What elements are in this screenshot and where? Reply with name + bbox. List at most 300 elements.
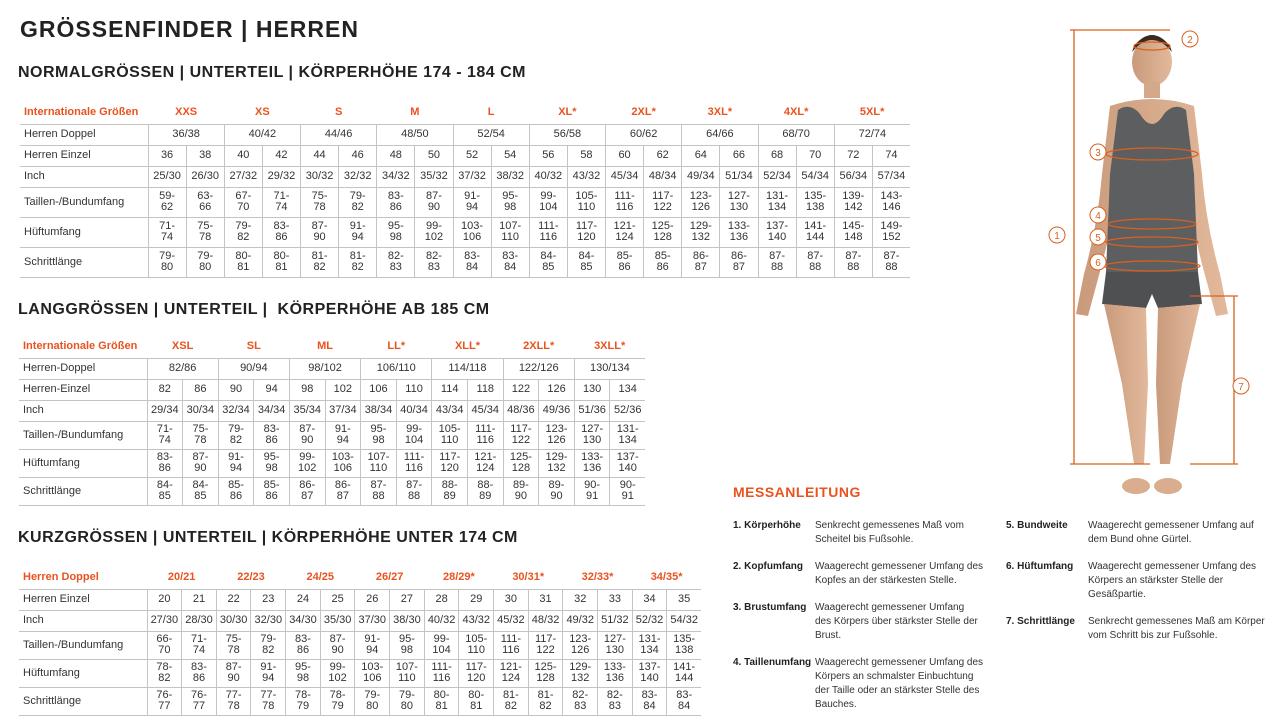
cell-value: 63-66 bbox=[197, 190, 214, 213]
size-header: L bbox=[453, 102, 529, 124]
table-row bbox=[19, 400, 645, 421]
table-cell bbox=[598, 659, 633, 687]
cell-value: 76-77 bbox=[191, 689, 207, 712]
cell-value: 111-116 bbox=[475, 423, 496, 446]
table-cell: 35 bbox=[667, 589, 701, 610]
cell-value: 79-80 bbox=[398, 689, 415, 712]
cell-value: 79-80 bbox=[364, 689, 381, 712]
table-cell bbox=[224, 247, 262, 277]
table-cell bbox=[218, 477, 254, 505]
table-cell: 70 bbox=[796, 145, 834, 166]
table-cell bbox=[567, 247, 605, 277]
size-header: 26/27 bbox=[355, 567, 424, 589]
size-header: 3XLL* bbox=[574, 336, 645, 358]
table-cell bbox=[720, 187, 758, 217]
table-cell: 52/32 bbox=[632, 610, 667, 631]
cell-value: 137-140 bbox=[616, 451, 639, 474]
table-cell: 102 bbox=[325, 379, 361, 400]
table-cell bbox=[216, 631, 251, 659]
table-cell bbox=[186, 217, 224, 247]
measure-item-7 bbox=[1006, 615, 1276, 645]
row-label: Taillen-/Bundumfang bbox=[19, 631, 147, 659]
table-cell bbox=[148, 217, 186, 247]
measure-desc: Waagerecht gemessener Umfang des Kopfes an der stärkesten Stelle. bbox=[815, 561, 984, 586]
table-header-row bbox=[19, 336, 645, 358]
row-label: Schrittlänge bbox=[20, 247, 148, 277]
cell-value: 82-83 bbox=[572, 689, 589, 712]
cell-value: 107-110 bbox=[395, 661, 418, 684]
table-cell: 126 bbox=[539, 379, 575, 400]
table-cell: 42 bbox=[262, 145, 300, 166]
table-cell bbox=[320, 659, 355, 687]
cell-value: 125-128 bbox=[509, 451, 532, 474]
table-cell bbox=[377, 187, 415, 217]
table-cell bbox=[415, 187, 453, 217]
cell-value: 79-80 bbox=[197, 250, 214, 273]
table-cell: 48 bbox=[377, 145, 415, 166]
table-cell bbox=[390, 659, 425, 687]
cell-value: 83-84 bbox=[641, 689, 658, 712]
table-cell: 37/32 bbox=[453, 166, 491, 187]
table-cell bbox=[574, 421, 610, 449]
table-cell bbox=[459, 687, 494, 715]
table-cell: 48/50 bbox=[377, 124, 453, 145]
cell-value: 123-126 bbox=[545, 423, 568, 446]
table-cell bbox=[186, 247, 224, 277]
table-cell bbox=[453, 247, 491, 277]
table-row bbox=[20, 145, 910, 166]
table-cell bbox=[390, 631, 425, 659]
table-cell: 57/34 bbox=[872, 166, 910, 187]
cell-value: 103-106 bbox=[331, 451, 354, 474]
table-cell bbox=[872, 217, 910, 247]
cell-value: 79-82 bbox=[235, 220, 252, 243]
size-header: 20/21 bbox=[147, 567, 216, 589]
cell-value: 79-82 bbox=[349, 190, 366, 213]
measure-item-4 bbox=[733, 656, 1003, 716]
cell-value: 121-124 bbox=[474, 451, 497, 474]
table-cell: 34/34 bbox=[254, 400, 290, 421]
table-cell: 29 bbox=[459, 589, 494, 610]
table-cell bbox=[529, 247, 567, 277]
table-cell: 72 bbox=[834, 145, 872, 166]
table-cell bbox=[758, 187, 796, 217]
measure-term: 2. Kopfumfang bbox=[733, 561, 803, 572]
cell-value: 80-81 bbox=[235, 250, 252, 273]
table-cell bbox=[183, 421, 219, 449]
table-cell: 58 bbox=[567, 145, 605, 166]
table-cell bbox=[286, 659, 321, 687]
table-cell: 68 bbox=[758, 145, 796, 166]
table-cell: 27 bbox=[390, 589, 425, 610]
table-cell bbox=[528, 659, 563, 687]
table-cell bbox=[325, 449, 361, 477]
table-cell: 90/94 bbox=[218, 358, 289, 379]
table-row bbox=[19, 589, 701, 610]
table-cell bbox=[183, 477, 219, 505]
cell-value: 117-122 bbox=[652, 190, 674, 213]
table-row bbox=[19, 449, 645, 477]
size-header: SL bbox=[218, 336, 289, 358]
table-cell bbox=[147, 421, 183, 449]
table-cell bbox=[218, 449, 254, 477]
table-cell: 32/32 bbox=[339, 166, 377, 187]
cell-value: 76-77 bbox=[156, 689, 173, 712]
header-label: Internationale Größen bbox=[20, 102, 148, 124]
cell-value: 131-134 bbox=[766, 190, 789, 213]
table-cell bbox=[539, 421, 575, 449]
table-cell: 130/134 bbox=[574, 358, 645, 379]
cell-value: 95-98 bbox=[398, 633, 415, 656]
cell-value: 79-80 bbox=[159, 250, 176, 273]
cell-value: 135-138 bbox=[804, 190, 827, 213]
measure-desc: Senkrecht gemessenes Maß vom Scheitel bis Fußsohle. bbox=[815, 520, 964, 545]
table-cell bbox=[459, 631, 494, 659]
size-header: 2XLL* bbox=[503, 336, 574, 358]
measure-item-6 bbox=[1006, 560, 1276, 604]
measure-term: 6. Hüftumfang bbox=[1006, 561, 1074, 572]
table-row bbox=[19, 421, 645, 449]
table-cell bbox=[606, 217, 644, 247]
cell-value: 87-88 bbox=[370, 479, 387, 502]
table-cell bbox=[254, 421, 290, 449]
cell-value: 111-116 bbox=[403, 451, 425, 474]
cell-value: 87-90 bbox=[329, 633, 346, 656]
table-cell: 37/30 bbox=[355, 610, 390, 631]
cell-value: 121-124 bbox=[613, 220, 636, 243]
table-cell bbox=[286, 687, 321, 715]
cell-value: 89-90 bbox=[548, 479, 565, 502]
measure-desc: Waagerecht gemessener Umfang auf dem Bund ohne Gürtel. bbox=[1088, 520, 1254, 545]
cell-value: 141-144 bbox=[804, 220, 827, 243]
cell-value: 129-132 bbox=[569, 661, 592, 684]
table-cell: 51/34 bbox=[720, 166, 758, 187]
cell-value: 78-79 bbox=[295, 689, 311, 712]
table-cell bbox=[610, 421, 645, 449]
table-cell: 49/34 bbox=[682, 166, 720, 187]
table-cell bbox=[491, 187, 529, 217]
table-cell bbox=[325, 421, 361, 449]
table-cell: 62 bbox=[644, 145, 682, 166]
cell-value: 99-102 bbox=[328, 661, 347, 684]
table-cell: 32 bbox=[563, 589, 598, 610]
table-cell bbox=[528, 631, 563, 659]
table-cell bbox=[361, 421, 397, 449]
table-cell: 49/36 bbox=[539, 400, 575, 421]
cell-value: 129-132 bbox=[689, 220, 712, 243]
cell-value: 127-130 bbox=[603, 633, 626, 656]
size-header: 5XL* bbox=[834, 102, 910, 124]
table-cell: 98/102 bbox=[289, 358, 360, 379]
table-cell bbox=[361, 449, 397, 477]
header-label: Herren Doppel bbox=[19, 567, 147, 589]
table-cell bbox=[667, 631, 701, 659]
table-cell bbox=[459, 659, 494, 687]
cell-value: 121-124 bbox=[499, 661, 522, 684]
section-title-lang: LANGGRÖSSEN | UNTERTEIL | KÖRPERHÖHE AB 185 CM bbox=[18, 301, 490, 318]
size-header: XS bbox=[224, 102, 300, 124]
row-label: Herren-Einzel bbox=[19, 379, 147, 400]
table-cell: 35/34 bbox=[289, 400, 325, 421]
table-cell bbox=[216, 687, 251, 715]
table-cell bbox=[216, 659, 251, 687]
cell-value: 87-88 bbox=[845, 250, 862, 273]
cell-value: 127-130 bbox=[727, 190, 750, 213]
cell-value: 133-136 bbox=[603, 661, 626, 684]
table-cell bbox=[834, 187, 872, 217]
cell-value: 141-144 bbox=[673, 661, 696, 684]
cell-value: 83-86 bbox=[263, 423, 280, 446]
cell-value: 75-78 bbox=[311, 190, 328, 213]
size-header: 2XL* bbox=[606, 102, 682, 124]
table-cell bbox=[503, 477, 539, 505]
table-cell bbox=[453, 217, 491, 247]
table-cell bbox=[563, 687, 598, 715]
table-cell: 52 bbox=[453, 145, 491, 166]
table-row bbox=[19, 477, 645, 505]
table-cell bbox=[289, 477, 325, 505]
section-title-normal: NORMALGRÖSSEN | UNTERTEIL | KÖRPERHÖHE 174 - 184 CM bbox=[18, 64, 527, 81]
table-cell: 21 bbox=[182, 589, 217, 610]
table-cell bbox=[320, 631, 355, 659]
cell-value: 86-87 bbox=[730, 250, 747, 273]
table-cell: 26/30 bbox=[186, 166, 224, 187]
row-label: Taillen-/Bundumfang bbox=[19, 421, 147, 449]
cell-value: 87-90 bbox=[225, 661, 242, 684]
table-cell: 45/32 bbox=[494, 610, 529, 631]
cell-value: 81-82 bbox=[349, 250, 366, 273]
table-cell bbox=[432, 477, 468, 505]
table-cell: 106 bbox=[361, 379, 397, 400]
table-cell: 24 bbox=[286, 589, 321, 610]
table-cell: 134 bbox=[610, 379, 645, 400]
table-header-row bbox=[19, 567, 701, 589]
table-cell: 28 bbox=[424, 589, 459, 610]
cell-value: 117-120 bbox=[439, 451, 461, 474]
table-cell bbox=[574, 477, 610, 505]
cell-value: 75-78 bbox=[225, 633, 242, 656]
table-cell: 48/32 bbox=[528, 610, 563, 631]
cell-value: 87-88 bbox=[769, 250, 786, 273]
table-cell bbox=[339, 247, 377, 277]
table-cell: 82 bbox=[147, 379, 183, 400]
cell-value: 75-78 bbox=[192, 423, 209, 446]
table-cell: 38/32 bbox=[491, 166, 529, 187]
table-cell bbox=[262, 217, 300, 247]
cell-value: 87-88 bbox=[406, 479, 423, 502]
table-cell bbox=[632, 659, 667, 687]
table-cell: 40/32 bbox=[529, 166, 567, 187]
table-cell: 44 bbox=[301, 145, 339, 166]
table-cell bbox=[467, 421, 503, 449]
table-cell bbox=[415, 217, 453, 247]
table-cell: 68/70 bbox=[758, 124, 834, 145]
table-cell bbox=[254, 449, 290, 477]
table-cell: 82/86 bbox=[147, 358, 218, 379]
table-cell bbox=[834, 247, 872, 277]
table-cell: 122 bbox=[503, 379, 539, 400]
table-cell: 38/30 bbox=[390, 610, 425, 631]
table-cell: 20 bbox=[147, 589, 182, 610]
cell-value: 67-70 bbox=[235, 190, 252, 213]
table-cell: 38 bbox=[186, 145, 224, 166]
table-cell bbox=[182, 687, 217, 715]
measure-item-2 bbox=[733, 560, 1003, 600]
cell-value: 145-148 bbox=[842, 220, 865, 243]
table-cell: 27/30 bbox=[147, 610, 182, 631]
cell-value: 103-106 bbox=[361, 661, 384, 684]
cell-value: 80-81 bbox=[273, 250, 290, 273]
size-header: 22/23 bbox=[216, 567, 285, 589]
cell-value: 83-86 bbox=[273, 220, 290, 243]
table-cell: 45/34 bbox=[467, 400, 503, 421]
table-cell bbox=[644, 247, 682, 277]
cell-value: 137-140 bbox=[638, 661, 661, 684]
table-cell bbox=[377, 247, 415, 277]
cell-value: 123-126 bbox=[689, 190, 712, 213]
table-cell bbox=[758, 217, 796, 247]
size-table-lang bbox=[19, 336, 645, 506]
table-cell bbox=[424, 687, 459, 715]
table-cell: 30/32 bbox=[301, 166, 339, 187]
table-cell bbox=[186, 187, 224, 217]
table-cell bbox=[148, 187, 186, 217]
cell-value: 82-83 bbox=[425, 250, 442, 273]
measure-item-3 bbox=[733, 601, 1003, 645]
table-cell bbox=[494, 659, 529, 687]
table-cell: 33 bbox=[598, 589, 633, 610]
marker-1-label: 1 bbox=[1054, 231, 1060, 242]
table-cell bbox=[503, 449, 539, 477]
table-cell bbox=[682, 217, 720, 247]
table-cell: 106/110 bbox=[361, 358, 432, 379]
table-cell: 114/118 bbox=[432, 358, 503, 379]
cell-value: 117-120 bbox=[575, 220, 598, 243]
table-cell bbox=[834, 217, 872, 247]
size-header: S bbox=[301, 102, 377, 124]
table-cell bbox=[361, 477, 397, 505]
table-cell bbox=[301, 217, 339, 247]
measurement-figure bbox=[1040, 24, 1276, 514]
measure-desc: Waagerecht gemessener Umfang des Körpers an stärkster Stelle der Gesäßpartie. bbox=[1088, 561, 1257, 600]
cell-value: 86-87 bbox=[334, 479, 351, 502]
size-header: 3XL* bbox=[682, 102, 758, 124]
cell-value: 81-82 bbox=[311, 250, 328, 273]
cell-value: 78-79 bbox=[329, 689, 346, 712]
table-cell: 52/34 bbox=[758, 166, 796, 187]
cell-value: 111-116 bbox=[431, 661, 452, 684]
table-cell: 29/32 bbox=[262, 166, 300, 187]
table-cell bbox=[467, 449, 503, 477]
table-cell: 32/30 bbox=[251, 610, 286, 631]
table-cell bbox=[598, 687, 633, 715]
cell-value: 80-81 bbox=[468, 689, 485, 712]
cell-value: 91-94 bbox=[260, 661, 277, 684]
table-cell: 90 bbox=[218, 379, 254, 400]
table-cell: 60 bbox=[606, 145, 644, 166]
cell-value: 111-116 bbox=[614, 190, 635, 213]
row-label: Herren Einzel bbox=[19, 589, 147, 610]
table-cell bbox=[503, 421, 539, 449]
row-label: Inch bbox=[20, 166, 148, 187]
cell-value: 86-87 bbox=[299, 479, 316, 502]
row-label: Schrittlänge bbox=[19, 477, 147, 505]
cell-value: 91-94 bbox=[228, 451, 244, 474]
cell-value: 95-98 bbox=[387, 220, 404, 243]
table-cell: 40 bbox=[224, 145, 262, 166]
cell-value: 107-110 bbox=[499, 220, 522, 243]
table-cell bbox=[644, 217, 682, 247]
table-cell bbox=[494, 631, 529, 659]
table-cell: 122/126 bbox=[503, 358, 574, 379]
size-header: 28/29* bbox=[424, 567, 493, 589]
cell-value: 82-83 bbox=[387, 250, 404, 273]
table-cell bbox=[529, 217, 567, 247]
row-label: Hüftumfang bbox=[19, 659, 147, 687]
cell-value: 81-82 bbox=[537, 689, 554, 712]
size-header: 34/35* bbox=[632, 567, 701, 589]
table-cell bbox=[286, 631, 321, 659]
cell-value: 105-110 bbox=[465, 633, 488, 656]
table-cell bbox=[218, 421, 254, 449]
size-header: XLL* bbox=[432, 336, 503, 358]
cell-value: 133-136 bbox=[727, 220, 750, 243]
cell-value: 90-91 bbox=[619, 479, 636, 502]
cell-value: 91-94 bbox=[349, 220, 366, 243]
cell-value: 107-110 bbox=[367, 451, 390, 474]
table-cell bbox=[224, 217, 262, 247]
marker-2-label: 2 bbox=[1187, 35, 1193, 46]
table-cell: 94 bbox=[254, 379, 290, 400]
cell-value: 99-104 bbox=[432, 633, 451, 656]
cell-value: 85-86 bbox=[228, 479, 244, 502]
table-cell bbox=[339, 187, 377, 217]
cell-value: 149-152 bbox=[880, 220, 903, 243]
table-cell bbox=[758, 247, 796, 277]
table-cell: 23 bbox=[251, 589, 286, 610]
size-header: LL* bbox=[361, 336, 432, 358]
table-cell bbox=[251, 631, 286, 659]
table-cell bbox=[563, 631, 598, 659]
page-title: GRÖSSENFINDER | HERREN bbox=[20, 16, 359, 42]
table-cell: 25 bbox=[320, 589, 355, 610]
cell-value: 105-110 bbox=[575, 190, 598, 213]
table-row bbox=[19, 379, 645, 400]
table-cell bbox=[796, 187, 834, 217]
cell-value: 123-126 bbox=[569, 633, 592, 656]
table-cell: 60/62 bbox=[606, 124, 682, 145]
size-header: 30/31* bbox=[494, 567, 563, 589]
table-row bbox=[19, 610, 701, 631]
row-label: Hüftumfang bbox=[20, 217, 148, 247]
cell-value: 86-87 bbox=[692, 250, 709, 273]
cell-value: 95-98 bbox=[370, 423, 387, 446]
table-cell: 54/32 bbox=[667, 610, 701, 631]
table-cell bbox=[528, 687, 563, 715]
table-row bbox=[20, 247, 910, 277]
table-cell bbox=[424, 631, 459, 659]
measure-item-5 bbox=[1006, 519, 1276, 549]
table-cell: 48/36 bbox=[503, 400, 539, 421]
table-cell: 86 bbox=[183, 379, 219, 400]
table-cell bbox=[355, 687, 390, 715]
table-cell bbox=[667, 659, 701, 687]
table-cell: 31 bbox=[528, 589, 563, 610]
cell-value: 125-128 bbox=[534, 661, 557, 684]
cell-value: 131-134 bbox=[638, 633, 661, 656]
measure-desc: Waagerecht gemessener Umfang des Körpers an schmalster Einbuchtung der Taille oder an stärkster Stelle des Bauches. bbox=[815, 657, 984, 710]
table-cell bbox=[339, 217, 377, 247]
